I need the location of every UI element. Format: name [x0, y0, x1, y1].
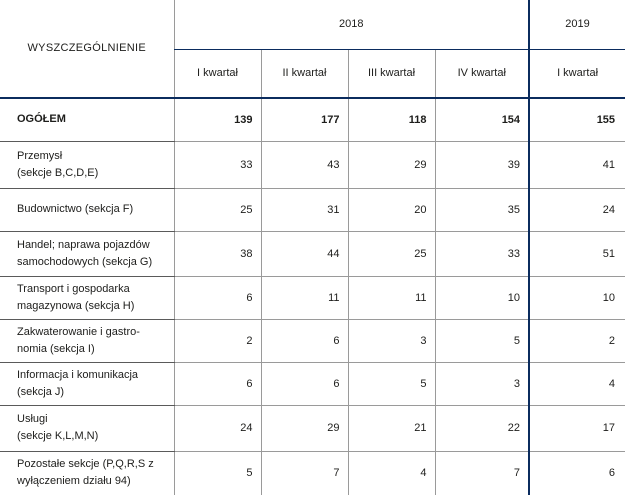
year-header-2019: 2019: [529, 0, 625, 49]
cell-value: 6: [261, 319, 348, 362]
cell-value: 43: [261, 141, 348, 188]
cell-value: 51: [529, 231, 625, 276]
row-label-line2: (sekcja J): [17, 385, 65, 398]
cell-value: 17: [529, 405, 625, 451]
column-header-label: WYSZCZEGÓLNIENIE: [0, 0, 174, 97]
cell-value: 25: [174, 188, 261, 231]
row-label-line1: Informacja i komunikacja: [17, 368, 139, 381]
cell-value: 5: [174, 451, 261, 495]
row-label: [0, 451, 174, 495]
cell-value: 139: [174, 99, 261, 141]
cell-value: 29: [261, 405, 348, 451]
row-label-line2: wyłączeniem działu 94): [17, 475, 131, 488]
row-label-line2: magazynowa (sekcja H): [17, 299, 135, 312]
cell-value: 41: [529, 141, 625, 188]
row-label-line1: Handel; naprawa pojazdów: [17, 238, 150, 251]
quarter-header-2018-q4: IV kwartał: [435, 49, 529, 97]
row-label: [0, 405, 174, 451]
cell-value: 33: [174, 141, 261, 188]
row-label: [0, 231, 174, 276]
cell-value: 3: [435, 362, 529, 405]
cell-value: 7: [435, 451, 529, 495]
table-row: [0, 231, 625, 276]
cell-value: 29: [348, 141, 435, 188]
row-label: OGÓŁEM: [0, 99, 174, 141]
cell-value: 3: [348, 319, 435, 362]
cell-value: 2: [174, 319, 261, 362]
cell-value: 6: [261, 362, 348, 405]
cell-value: 11: [348, 276, 435, 319]
row-label-line2: nomia (sekcja I): [17, 342, 95, 355]
cell-value: 4: [529, 362, 625, 405]
cell-value: 44: [261, 231, 348, 276]
quarter-header-2018-q2: II kwartał: [261, 49, 348, 97]
cell-value: 118: [348, 99, 435, 141]
cell-value: 4: [348, 451, 435, 495]
cell-value: 2: [529, 319, 625, 362]
cell-value: 177: [261, 99, 348, 141]
row-label-line1: Przemysł: [17, 149, 63, 162]
row-label-line2: samochodowych (sekcja G): [17, 255, 153, 268]
row-label-line2: (sekcje B,C,D,E): [17, 166, 99, 179]
table-row-total: [0, 99, 625, 141]
cell-value: 6: [529, 451, 625, 495]
cell-value: 20: [348, 188, 435, 231]
quarter-header-2018-q3: III kwartał: [348, 49, 435, 97]
cell-value: 5: [435, 319, 529, 362]
cell-value: 6: [174, 276, 261, 319]
row-label: [0, 141, 174, 188]
cell-value: 24: [529, 188, 625, 231]
table-row: [0, 276, 625, 319]
cell-value: 35: [435, 188, 529, 231]
header-row-years: [0, 0, 625, 49]
cell-value: 24: [174, 405, 261, 451]
row-label-line1: Usługi: [17, 413, 48, 425]
cell-value: 10: [529, 276, 625, 319]
table-row: [0, 362, 625, 405]
cell-value: 155: [529, 99, 625, 141]
year-header-2018: 2018: [174, 0, 529, 49]
table-row: [0, 405, 625, 451]
cell-value: 6: [174, 362, 261, 405]
cell-value: 154: [435, 99, 529, 141]
quarter-header-2018-q1: I kwartał: [174, 49, 261, 97]
row-label-line2: (sekcje K,L,M,N): [17, 430, 99, 442]
cell-value: 21: [348, 405, 435, 451]
row-label-line1: Pozostałe sekcje (P,Q,R,S z: [17, 458, 154, 471]
row-label: [0, 362, 174, 405]
table-row: [0, 319, 625, 362]
quarter-header-2019-q1: I kwartał: [529, 49, 625, 97]
row-label: Budownictwo (sekcja F): [0, 188, 174, 231]
row-label-line1: Transport i gospodarka: [17, 282, 130, 295]
cell-value: 33: [435, 231, 529, 276]
table-row: [0, 451, 625, 495]
row-label-line1: Zakwaterowanie i gastro-: [17, 325, 140, 338]
table-row: [0, 141, 625, 188]
cell-value: 22: [435, 405, 529, 451]
row-label: [0, 276, 174, 319]
cell-value: 11: [261, 276, 348, 319]
cell-value: 39: [435, 141, 529, 188]
cell-value: 38: [174, 231, 261, 276]
row-label: [0, 319, 174, 362]
cell-value: 31: [261, 188, 348, 231]
cell-value: 10: [435, 276, 529, 319]
cell-value: 25: [348, 231, 435, 276]
cell-value: 5: [348, 362, 435, 405]
cell-value: 7: [261, 451, 348, 495]
table-row: [0, 188, 625, 231]
